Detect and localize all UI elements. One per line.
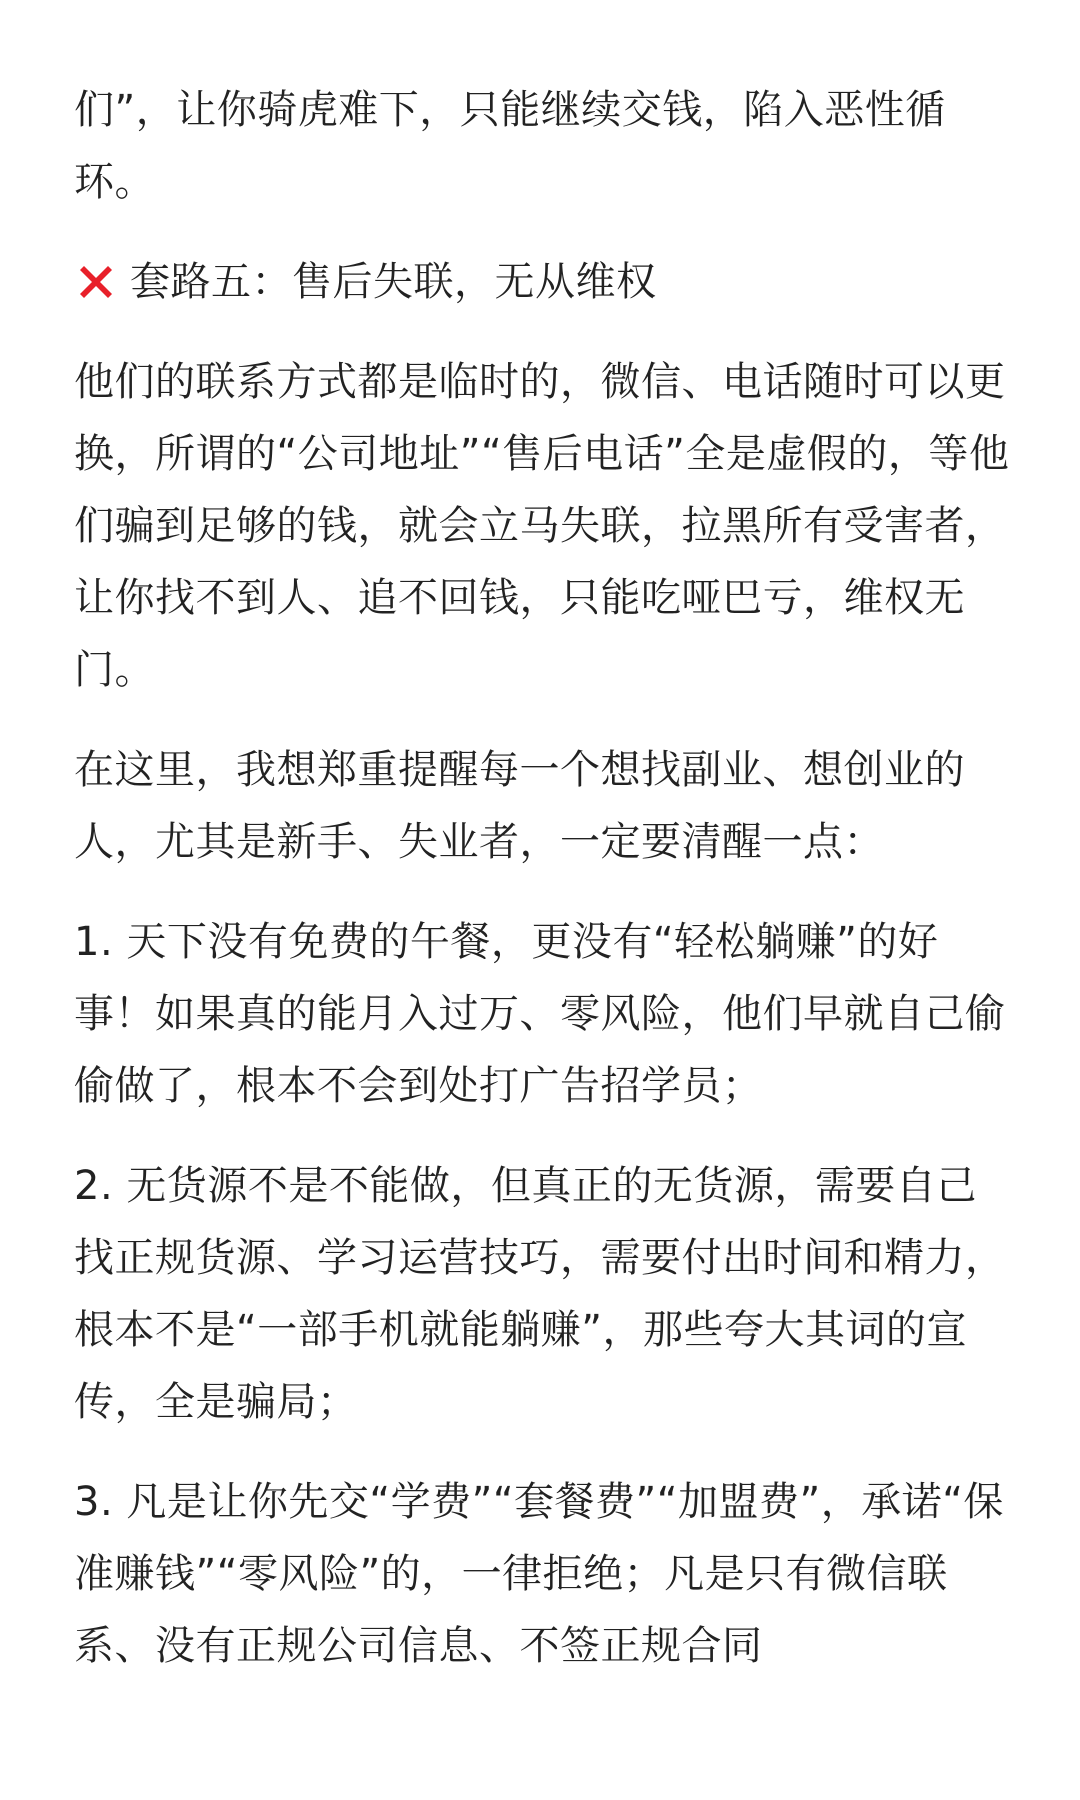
article-body — [74, 74, 1014, 1710]
section-heading-text: 套路五：售后失联，无从维权 — [130, 259, 657, 305]
cross-mark-icon — [74, 260, 118, 304]
tip-item-2: 2. 无货源不是不能做，但真正的无货源，需要自己找正规货源、学习运营技巧，需要付出时间和精力，根本不是“一部手机就能躺赚”，那些夸大其词的宣传，全是骗局； — [74, 1163, 1006, 1425]
paragraph-reminder: 在这里，我想郑重提醒每一个想找副业、想创业的人，尤其是新手、失业者，一定要清醒一点： — [74, 747, 965, 865]
section-heading — [74, 246, 1014, 318]
paragraph-continuation: 们”，让你骑虎难下，只能继续交钱，陷入恶性循环。 — [74, 87, 946, 205]
paragraph-contact: 他们的联系方式都是临时的，微信、电话随时可以更换，所谓的“公司地址”“售后电话”全是虚假的，等他们骗到足够的钱，就会立马失联，拉黑所有受害者，让你找不到人、追不回钱，只能吃哑巴亏，维权无门。 — [74, 359, 1010, 693]
tip-item-1: 1. 天下没有免费的午餐，更没有“轻松躺赚”的好事！如果真的能月入过万、零风险，他们早就自己偷偷做了，根本不会到处打广告招学员； — [74, 919, 1006, 1109]
tip-item-3: 3. 凡是让你先交“学费”“套餐费”“加盟费”，承诺“保准赚钱”“零风险”的，一律拒绝；凡是只有微信联系、没有正规公司信息、不签正规合同 — [74, 1479, 1004, 1669]
